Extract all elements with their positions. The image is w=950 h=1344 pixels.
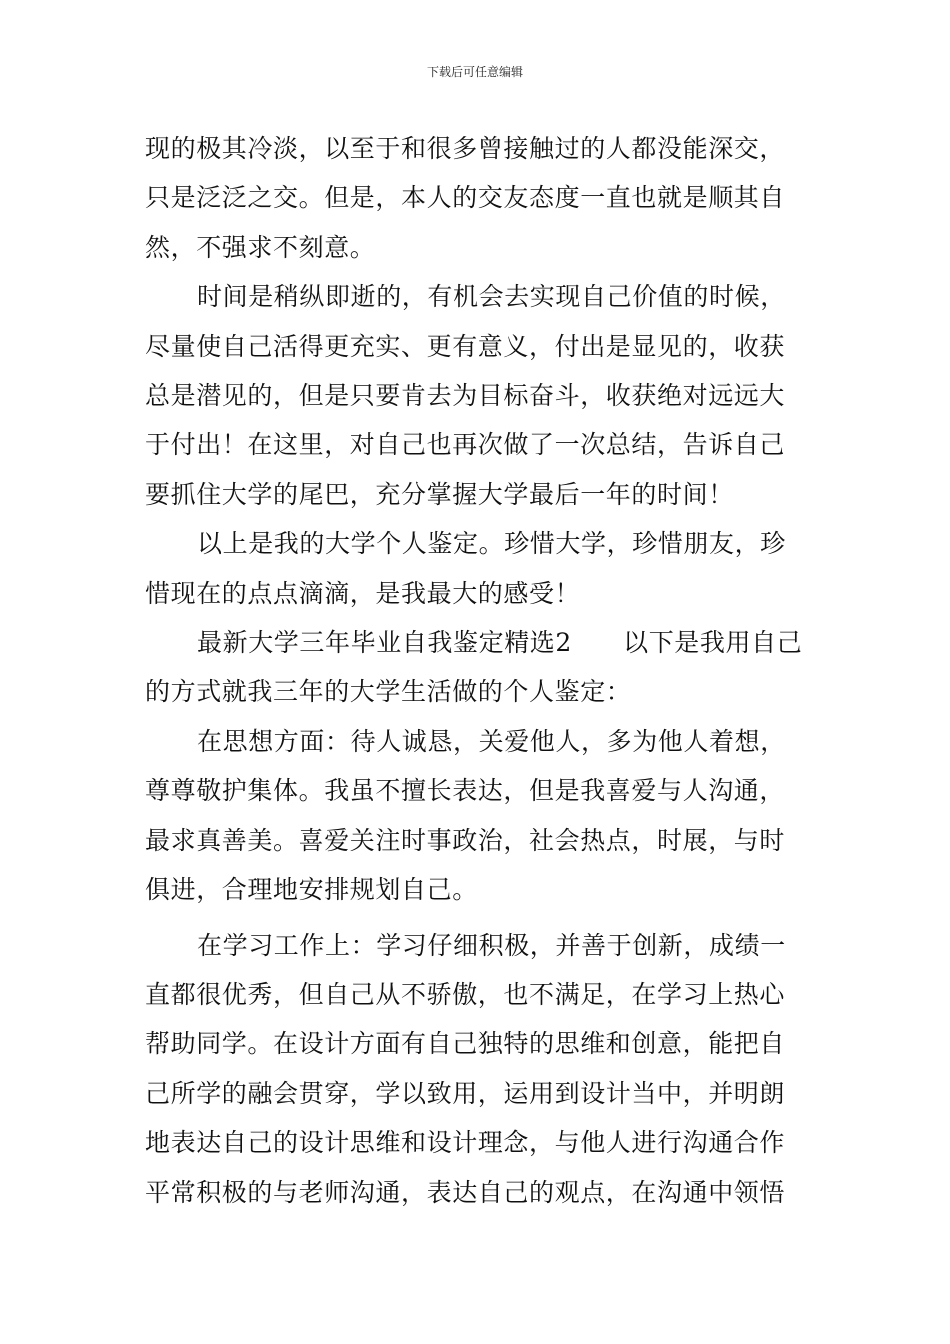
text-line: 最求真善美。喜爱关注时事政治，社会热点，时展，与时 (145, 825, 786, 855)
text-line: 然，不强求不刻意。 (145, 232, 376, 262)
text-line: 尽量使自己活得更充实、更有意义，付出是显见的，收获 (145, 331, 786, 361)
page-header: 下载后可任意编辑 (426, 65, 523, 79)
text-line: 的方式就我三年的大学生活做的个人鉴定： (145, 677, 632, 707)
text-line: 要抓住大学的尾巴，充分掌握大学最后一年的时间！ (145, 479, 734, 509)
text-line: 现的极其冷淡，以至于和很多曾接触过的人都没能深交， (145, 134, 786, 163)
text-line: 于付出！在这里，对自己也再次做了一次总结，告诉自己 (145, 430, 786, 460)
text-line: 平常积极的与老师沟通，表达自己的观点，在沟通中领悟 (145, 1177, 786, 1207)
text-line: 尊尊敬护集体。我虽不擅长表达，但是我喜爱与人沟通， (145, 776, 786, 806)
text-line: 帮助同学。在设计方面有自己独特的思维和创意，能把自 (145, 1029, 786, 1059)
text-line: 地表达自己的设计思维和设计理念，与他人进行沟通合作 (145, 1128, 786, 1158)
text-line: 俱进，合理地安排规划自己。 (145, 875, 478, 905)
paragraph-start-line: 在学习工作上：学习仔细积极，并善于创新，成绩一 (197, 930, 786, 960)
text-line: 总是潜见的，但是只要肯去为目标奋斗，收获绝对远远大 (145, 381, 786, 411)
paragraph-start-line: 在思想方面：待人诚恳，关爱他人，多为他人着想， (197, 726, 786, 756)
text-line: 直都很优秀，但自己从不骄傲，也不满足，在学习上热心 (145, 979, 786, 1009)
text-line: 只是泛泛之交。但是，本人的交友态度一直也就是顺其自 (145, 183, 786, 213)
text-line: 惜现在的点点滴滴，是我最大的感受！ (145, 578, 581, 608)
section-heading-line: 最新大学三年毕业自我鉴定精选2 以下是我用自己 (197, 628, 803, 658)
text-line: 己所学的融会贯穿，学以致用，运用到设计当中，并明朗 (145, 1078, 786, 1108)
document-body (145, 124, 809, 1217)
paragraph-start-line: 时间是稍纵即逝的，有机会去实现自己价值的时候， (197, 282, 786, 312)
paragraph-start-line: 以上是我的大学个人鉴定。珍惜大学，珍惜朋友，珍 (197, 529, 786, 559)
